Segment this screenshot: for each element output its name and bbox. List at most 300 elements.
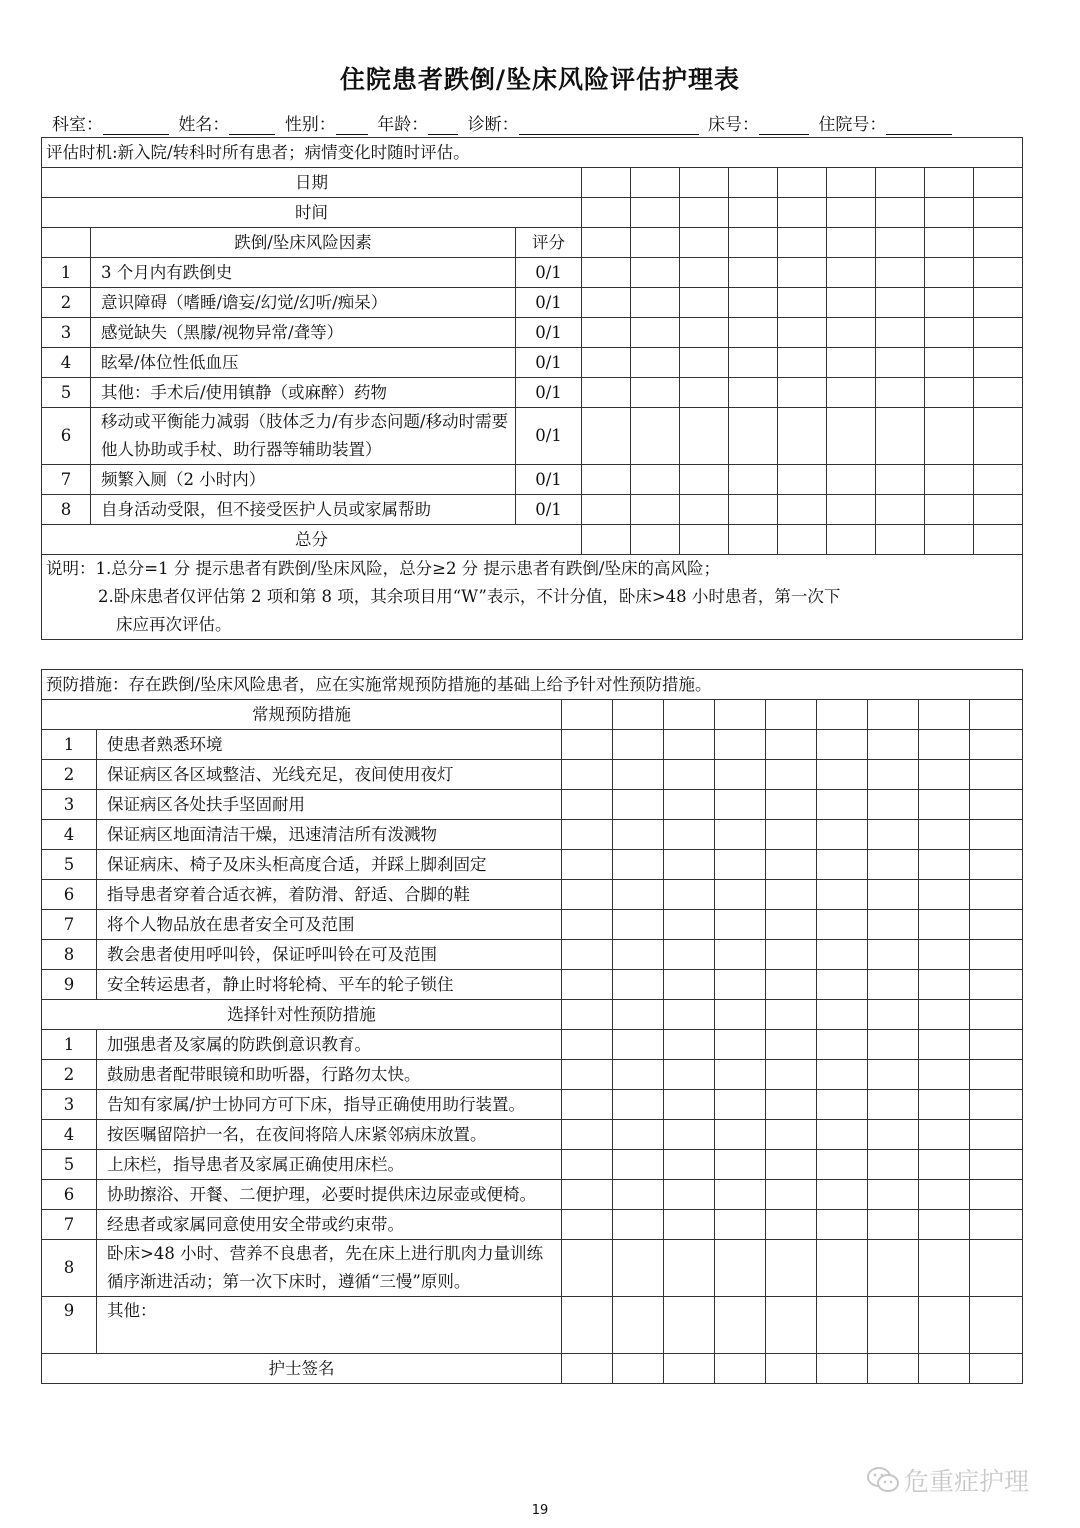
date-cell[interactable] <box>582 168 631 198</box>
score-entry-cell[interactable] <box>582 465 631 495</box>
score-entry-cell[interactable] <box>876 348 925 378</box>
signature-cell[interactable] <box>613 1354 664 1384</box>
total-cell[interactable] <box>729 525 778 555</box>
check-cell[interactable] <box>664 1180 715 1210</box>
score-entry-cell[interactable] <box>631 465 680 495</box>
check-cell[interactable] <box>919 1210 970 1240</box>
check-cell[interactable] <box>970 1030 1023 1060</box>
check-cell[interactable] <box>919 850 970 880</box>
time-cell[interactable] <box>974 198 1023 228</box>
check-cell[interactable] <box>664 850 715 880</box>
check-cell[interactable] <box>715 1297 766 1354</box>
score-entry-cell[interactable] <box>582 378 631 408</box>
check-cell[interactable] <box>868 1090 919 1120</box>
score-entry-cell[interactable] <box>876 465 925 495</box>
check-cell[interactable] <box>817 1150 868 1180</box>
score-entry-cell[interactable] <box>680 465 729 495</box>
check-cell[interactable] <box>664 880 715 910</box>
check-cell[interactable] <box>766 1090 817 1120</box>
check-cell[interactable] <box>562 1180 613 1210</box>
check-cell[interactable] <box>715 1060 766 1090</box>
check-cell[interactable] <box>715 1150 766 1180</box>
check-cell[interactable] <box>919 880 970 910</box>
check-cell[interactable] <box>613 1120 664 1150</box>
check-cell[interactable] <box>664 1090 715 1120</box>
score-entry-cell[interactable] <box>974 258 1023 288</box>
check-cell[interactable] <box>817 1297 868 1354</box>
check-cell[interactable] <box>970 880 1023 910</box>
check-cell[interactable] <box>613 700 664 730</box>
check-cell[interactable] <box>664 1240 715 1297</box>
check-cell[interactable] <box>562 1297 613 1354</box>
score-entry-cell[interactable] <box>876 378 925 408</box>
check-cell[interactable] <box>919 910 970 940</box>
score-entry-cell[interactable] <box>827 318 876 348</box>
check-cell[interactable] <box>715 1240 766 1297</box>
check-cell[interactable] <box>868 790 919 820</box>
score-entry-cell[interactable] <box>876 288 925 318</box>
check-cell[interactable] <box>766 1120 817 1150</box>
score-cell[interactable] <box>876 228 925 258</box>
time-cell[interactable] <box>582 198 631 228</box>
check-cell[interactable] <box>715 910 766 940</box>
score-entry-cell[interactable] <box>582 318 631 348</box>
diagnosis-blank[interactable] <box>519 116 699 135</box>
date-cell[interactable] <box>778 168 827 198</box>
score-entry-cell[interactable] <box>925 495 974 525</box>
check-cell[interactable] <box>613 1090 664 1120</box>
check-cell[interactable] <box>715 1120 766 1150</box>
score-entry-cell[interactable] <box>729 495 778 525</box>
date-cell[interactable] <box>974 168 1023 198</box>
date-cell[interactable] <box>925 168 974 198</box>
time-cell[interactable] <box>729 198 778 228</box>
check-cell[interactable] <box>766 850 817 880</box>
check-cell[interactable] <box>562 1060 613 1090</box>
check-cell[interactable] <box>868 820 919 850</box>
gender-blank[interactable] <box>336 116 368 135</box>
check-cell[interactable] <box>766 820 817 850</box>
check-cell[interactable] <box>919 700 970 730</box>
check-cell[interactable] <box>562 1210 613 1240</box>
check-cell[interactable] <box>715 700 766 730</box>
score-entry-cell[interactable] <box>778 378 827 408</box>
check-cell[interactable] <box>970 1297 1023 1354</box>
check-cell[interactable] <box>766 1000 817 1030</box>
check-cell[interactable] <box>613 970 664 1000</box>
check-cell[interactable] <box>766 730 817 760</box>
check-cell[interactable] <box>868 760 919 790</box>
score-entry-cell[interactable] <box>631 258 680 288</box>
score-entry-cell[interactable] <box>876 318 925 348</box>
age-blank[interactable] <box>428 116 458 135</box>
check-cell[interactable] <box>715 1000 766 1030</box>
total-cell[interactable] <box>680 525 729 555</box>
score-entry-cell[interactable] <box>974 408 1023 465</box>
check-cell[interactable] <box>664 1120 715 1150</box>
time-cell[interactable] <box>778 198 827 228</box>
check-cell[interactable] <box>715 730 766 760</box>
score-entry-cell[interactable] <box>729 318 778 348</box>
check-cell[interactable] <box>562 1120 613 1150</box>
check-cell[interactable] <box>562 1150 613 1180</box>
check-cell[interactable] <box>817 940 868 970</box>
check-cell[interactable] <box>817 820 868 850</box>
check-cell[interactable] <box>817 1060 868 1090</box>
score-entry-cell[interactable] <box>680 258 729 288</box>
check-cell[interactable] <box>970 760 1023 790</box>
total-cell[interactable] <box>827 525 876 555</box>
check-cell[interactable] <box>715 1090 766 1120</box>
signature-cell[interactable] <box>970 1354 1023 1384</box>
check-cell[interactable] <box>664 790 715 820</box>
check-cell[interactable] <box>970 1210 1023 1240</box>
check-cell[interactable] <box>715 1180 766 1210</box>
check-cell[interactable] <box>613 940 664 970</box>
check-cell[interactable] <box>817 730 868 760</box>
check-cell[interactable] <box>613 1030 664 1060</box>
check-cell[interactable] <box>817 850 868 880</box>
check-cell[interactable] <box>919 790 970 820</box>
date-cell[interactable] <box>876 168 925 198</box>
check-cell[interactable] <box>664 730 715 760</box>
check-cell[interactable] <box>970 1150 1023 1180</box>
check-cell[interactable] <box>715 820 766 850</box>
check-cell[interactable] <box>817 1180 868 1210</box>
check-cell[interactable] <box>562 880 613 910</box>
check-cell[interactable] <box>766 940 817 970</box>
total-cell[interactable] <box>974 525 1023 555</box>
check-cell[interactable] <box>970 730 1023 760</box>
check-cell[interactable] <box>919 1240 970 1297</box>
total-cell[interactable] <box>925 525 974 555</box>
check-cell[interactable] <box>919 940 970 970</box>
check-cell[interactable] <box>919 1150 970 1180</box>
score-entry-cell[interactable] <box>729 408 778 465</box>
check-cell[interactable] <box>970 820 1023 850</box>
date-cell[interactable] <box>631 168 680 198</box>
check-cell[interactable] <box>562 730 613 760</box>
check-cell[interactable] <box>919 820 970 850</box>
check-cell[interactable] <box>970 1090 1023 1120</box>
check-cell[interactable] <box>919 760 970 790</box>
check-cell[interactable] <box>868 970 919 1000</box>
check-cell[interactable] <box>562 970 613 1000</box>
score-entry-cell[interactable] <box>925 378 974 408</box>
signature-cell[interactable] <box>664 1354 715 1384</box>
score-entry-cell[interactable] <box>974 378 1023 408</box>
time-cell[interactable] <box>827 198 876 228</box>
check-cell[interactable] <box>868 730 919 760</box>
score-entry-cell[interactable] <box>827 348 876 378</box>
check-cell[interactable] <box>919 1030 970 1060</box>
check-cell[interactable] <box>766 880 817 910</box>
check-cell[interactable] <box>766 1210 817 1240</box>
check-cell[interactable] <box>970 850 1023 880</box>
score-entry-cell[interactable] <box>680 318 729 348</box>
check-cell[interactable] <box>766 1297 817 1354</box>
check-cell[interactable] <box>970 910 1023 940</box>
score-cell[interactable] <box>925 228 974 258</box>
score-entry-cell[interactable] <box>974 288 1023 318</box>
score-entry-cell[interactable] <box>729 348 778 378</box>
check-cell[interactable] <box>766 1240 817 1297</box>
check-cell[interactable] <box>562 1000 613 1030</box>
signature-cell[interactable] <box>562 1354 613 1384</box>
signature-cell[interactable] <box>919 1354 970 1384</box>
check-cell[interactable] <box>817 790 868 820</box>
score-entry-cell[interactable] <box>778 465 827 495</box>
check-cell[interactable] <box>970 1060 1023 1090</box>
score-entry-cell[interactable] <box>582 258 631 288</box>
check-cell[interactable] <box>970 700 1023 730</box>
score-entry-cell[interactable] <box>876 495 925 525</box>
score-entry-cell[interactable] <box>680 408 729 465</box>
score-entry-cell[interactable] <box>827 258 876 288</box>
check-cell[interactable] <box>868 910 919 940</box>
score-entry-cell[interactable] <box>925 465 974 495</box>
check-cell[interactable] <box>562 1030 613 1060</box>
date-cell[interactable] <box>827 168 876 198</box>
score-entry-cell[interactable] <box>974 465 1023 495</box>
check-cell[interactable] <box>715 760 766 790</box>
check-cell[interactable] <box>817 880 868 910</box>
score-entry-cell[interactable] <box>974 318 1023 348</box>
check-cell[interactable] <box>817 700 868 730</box>
check-cell[interactable] <box>664 1060 715 1090</box>
check-cell[interactable] <box>970 1000 1023 1030</box>
check-cell[interactable] <box>817 1240 868 1297</box>
score-cell[interactable] <box>582 228 631 258</box>
score-entry-cell[interactable] <box>729 465 778 495</box>
date-cell[interactable] <box>680 168 729 198</box>
score-cell[interactable] <box>974 228 1023 258</box>
check-cell[interactable] <box>613 820 664 850</box>
check-cell[interactable] <box>613 850 664 880</box>
check-cell[interactable] <box>868 1297 919 1354</box>
check-cell[interactable] <box>868 880 919 910</box>
score-entry-cell[interactable] <box>827 288 876 318</box>
check-cell[interactable] <box>715 1030 766 1060</box>
check-cell[interactable] <box>868 1120 919 1150</box>
check-cell[interactable] <box>970 940 1023 970</box>
score-entry-cell[interactable] <box>925 288 974 318</box>
check-cell[interactable] <box>613 730 664 760</box>
check-cell[interactable] <box>766 760 817 790</box>
check-cell[interactable] <box>664 1000 715 1030</box>
bed-blank[interactable] <box>759 116 809 135</box>
check-cell[interactable] <box>817 1090 868 1120</box>
score-entry-cell[interactable] <box>582 348 631 378</box>
time-cell[interactable] <box>680 198 729 228</box>
check-cell[interactable] <box>715 850 766 880</box>
score-entry-cell[interactable] <box>680 288 729 318</box>
time-cell[interactable] <box>925 198 974 228</box>
signature-cell[interactable] <box>817 1354 868 1384</box>
check-cell[interactable] <box>613 1150 664 1180</box>
check-cell[interactable] <box>715 1210 766 1240</box>
check-cell[interactable] <box>868 940 919 970</box>
total-cell[interactable] <box>631 525 680 555</box>
name-blank[interactable] <box>229 116 275 135</box>
check-cell[interactable] <box>562 760 613 790</box>
check-cell[interactable] <box>613 1180 664 1210</box>
check-cell[interactable] <box>562 790 613 820</box>
score-entry-cell[interactable] <box>729 288 778 318</box>
check-cell[interactable] <box>664 1030 715 1060</box>
score-cell[interactable] <box>729 228 778 258</box>
check-cell[interactable] <box>817 1120 868 1150</box>
score-entry-cell[interactable] <box>680 495 729 525</box>
check-cell[interactable] <box>562 1240 613 1297</box>
check-cell[interactable] <box>664 970 715 1000</box>
score-entry-cell[interactable] <box>631 495 680 525</box>
check-cell[interactable] <box>817 1000 868 1030</box>
check-cell[interactable] <box>919 730 970 760</box>
check-cell[interactable] <box>868 1060 919 1090</box>
score-entry-cell[interactable] <box>876 408 925 465</box>
score-entry-cell[interactable] <box>778 288 827 318</box>
check-cell[interactable] <box>919 1060 970 1090</box>
check-cell[interactable] <box>766 970 817 1000</box>
check-cell[interactable] <box>664 820 715 850</box>
score-entry-cell[interactable] <box>729 378 778 408</box>
check-cell[interactable] <box>562 940 613 970</box>
date-cell[interactable] <box>729 168 778 198</box>
check-cell[interactable] <box>868 850 919 880</box>
check-cell[interactable] <box>664 700 715 730</box>
score-entry-cell[interactable] <box>729 258 778 288</box>
check-cell[interactable] <box>766 1030 817 1060</box>
check-cell[interactable] <box>970 790 1023 820</box>
check-cell[interactable] <box>868 1000 919 1030</box>
score-entry-cell[interactable] <box>827 495 876 525</box>
check-cell[interactable] <box>613 880 664 910</box>
score-entry-cell[interactable] <box>582 408 631 465</box>
total-cell[interactable] <box>876 525 925 555</box>
dept-blank[interactable] <box>103 116 169 135</box>
score-entry-cell[interactable] <box>631 348 680 378</box>
check-cell[interactable] <box>562 910 613 940</box>
signature-cell[interactable] <box>715 1354 766 1384</box>
score-entry-cell[interactable] <box>778 318 827 348</box>
check-cell[interactable] <box>562 1090 613 1120</box>
score-entry-cell[interactable] <box>582 495 631 525</box>
check-cell[interactable] <box>868 1240 919 1297</box>
score-entry-cell[interactable] <box>925 318 974 348</box>
score-entry-cell[interactable] <box>876 258 925 288</box>
check-cell[interactable] <box>613 1297 664 1354</box>
check-cell[interactable] <box>715 880 766 910</box>
score-cell[interactable] <box>631 228 680 258</box>
check-cell[interactable] <box>919 1297 970 1354</box>
score-entry-cell[interactable] <box>582 288 631 318</box>
check-cell[interactable] <box>715 970 766 1000</box>
score-entry-cell[interactable] <box>778 408 827 465</box>
check-cell[interactable] <box>919 1120 970 1150</box>
score-entry-cell[interactable] <box>974 495 1023 525</box>
check-cell[interactable] <box>562 700 613 730</box>
check-cell[interactable] <box>562 850 613 880</box>
score-entry-cell[interactable] <box>631 408 680 465</box>
check-cell[interactable] <box>613 790 664 820</box>
score-entry-cell[interactable] <box>631 378 680 408</box>
total-cell[interactable] <box>778 525 827 555</box>
score-entry-cell[interactable] <box>925 408 974 465</box>
check-cell[interactable] <box>715 940 766 970</box>
check-cell[interactable] <box>970 970 1023 1000</box>
score-entry-cell[interactable] <box>827 378 876 408</box>
check-cell[interactable] <box>766 1150 817 1180</box>
check-cell[interactable] <box>970 1180 1023 1210</box>
time-cell[interactable] <box>876 198 925 228</box>
check-cell[interactable] <box>919 1090 970 1120</box>
check-cell[interactable] <box>613 1240 664 1297</box>
score-entry-cell[interactable] <box>827 408 876 465</box>
check-cell[interactable] <box>664 940 715 970</box>
check-cell[interactable] <box>817 1210 868 1240</box>
time-cell[interactable] <box>631 198 680 228</box>
check-cell[interactable] <box>868 1030 919 1060</box>
check-cell[interactable] <box>613 1000 664 1030</box>
check-cell[interactable] <box>664 1150 715 1180</box>
score-cell[interactable] <box>680 228 729 258</box>
check-cell[interactable] <box>766 1180 817 1210</box>
check-cell[interactable] <box>766 1060 817 1090</box>
check-cell[interactable] <box>817 760 868 790</box>
score-entry-cell[interactable] <box>778 258 827 288</box>
check-cell[interactable] <box>817 970 868 1000</box>
score-cell[interactable] <box>778 228 827 258</box>
check-cell[interactable] <box>613 910 664 940</box>
check-cell[interactable] <box>664 910 715 940</box>
score-entry-cell[interactable] <box>974 348 1023 378</box>
check-cell[interactable] <box>613 1210 664 1240</box>
check-cell[interactable] <box>664 1297 715 1354</box>
check-cell[interactable] <box>613 1060 664 1090</box>
check-cell[interactable] <box>970 1240 1023 1297</box>
check-cell[interactable] <box>970 1120 1023 1150</box>
score-cell[interactable] <box>827 228 876 258</box>
score-entry-cell[interactable] <box>827 465 876 495</box>
signature-cell[interactable] <box>766 1354 817 1384</box>
score-entry-cell[interactable] <box>778 348 827 378</box>
check-cell[interactable] <box>868 1180 919 1210</box>
score-entry-cell[interactable] <box>925 258 974 288</box>
check-cell[interactable] <box>868 700 919 730</box>
score-entry-cell[interactable] <box>631 318 680 348</box>
check-cell[interactable] <box>613 760 664 790</box>
score-entry-cell[interactable] <box>925 348 974 378</box>
check-cell[interactable] <box>919 970 970 1000</box>
score-entry-cell[interactable] <box>778 495 827 525</box>
admission-blank[interactable] <box>886 116 952 135</box>
check-cell[interactable] <box>817 910 868 940</box>
score-entry-cell[interactable] <box>680 348 729 378</box>
score-entry-cell[interactable] <box>631 288 680 318</box>
check-cell[interactable] <box>919 1000 970 1030</box>
check-cell[interactable] <box>715 790 766 820</box>
check-cell[interactable] <box>868 1150 919 1180</box>
check-cell[interactable] <box>562 820 613 850</box>
total-cell[interactable] <box>582 525 631 555</box>
check-cell[interactable] <box>664 1210 715 1240</box>
check-cell[interactable] <box>766 910 817 940</box>
check-cell[interactable] <box>766 790 817 820</box>
signature-cell[interactable] <box>868 1354 919 1384</box>
check-cell[interactable] <box>817 1030 868 1060</box>
check-cell[interactable] <box>919 1180 970 1210</box>
